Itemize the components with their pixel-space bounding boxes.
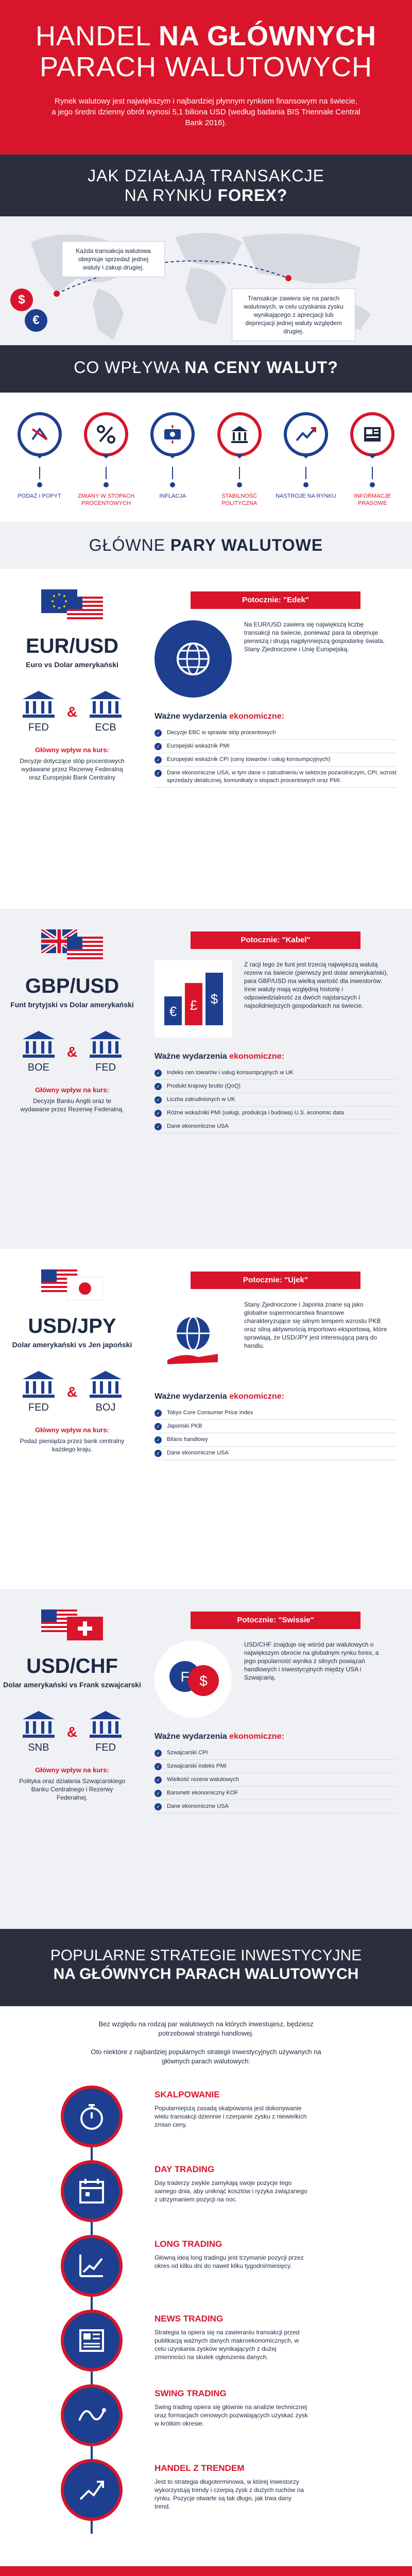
- globe-hand-icon: [162, 1311, 224, 1367]
- check-icon: ✓: [154, 770, 162, 777]
- stopwatch-icon: [76, 2101, 107, 2132]
- list-item: ✓ Szwajcarski indeks PMI: [154, 1760, 397, 1773]
- events-title: Ważne wydarzenia ekonomiczne:: [154, 1392, 284, 1401]
- major-pairs-header: [0, 521, 412, 569]
- check-icon: ✓: [154, 1450, 162, 1457]
- central-bank: BOE: [16, 1030, 61, 1074]
- factor-market-sentiment: [276, 412, 336, 521]
- euro-icon: €: [25, 309, 47, 332]
- central-banks: FED & BOJ: [0, 1370, 144, 1414]
- strategy-item: [0, 2158, 412, 2225]
- central-bank: BOJ: [83, 1370, 128, 1414]
- inflation-icon: [161, 423, 184, 446]
- strategy-text: Popularniejszą zasadą skalpowania jest dokonywanie wielu transakcji dziennie i czerpanie zysku z niewielkich zmian ceny.: [154, 2105, 307, 2128]
- pair-nickname: Potocznie: "Swissie": [191, 1612, 360, 1629]
- list-item: ✓ Dane ekonomiczne USA: [154, 1447, 397, 1460]
- pair-description: Na EUR/USD zawiera się największą liczbę transakcji na świecie, ponieważ para ta obejmuje pierwszą i drugą najpłynniejszą gospodarkę świata, Stany Zjednoczone i Unię Europejską.: [244, 621, 385, 653]
- svg-text:£: £: [190, 997, 198, 1013]
- list-item: ✓ Szwajcarski CPI: [154, 1747, 397, 1760]
- factor-label: INFORMACJE PRASOWE: [354, 493, 391, 506]
- pair-subtitle: Euro vs Dolar amerykański: [26, 660, 118, 669]
- check-icon: ✓: [154, 1763, 162, 1770]
- pair-subtitle: Funt brytyjski vs Dolar amerykański: [10, 1001, 134, 1009]
- list-item: ✓ Bilans handlowy: [154, 1433, 397, 1447]
- list-item: ✓ Liczba zatrudnionych w UK: [154, 1093, 397, 1107]
- drivers-text: Decyzje Banku Anglii oraz te wydawane przez Rezerwę Federalną.: [20, 1097, 124, 1113]
- strategy-text: Główną ideą long tradingu jest trzymanie pozycji przez okres od kilku dni do nawet kilku tygodni/miesięcy.: [154, 2254, 304, 2269]
- svg-text:€: €: [169, 1004, 177, 1019]
- check-icon: ✓: [154, 1110, 162, 1117]
- factor-press-info: [342, 412, 403, 521]
- strategy-text: Strategia ta opiera się na zawieraniu transakcji przed publikacją ważnych danych makroekonomicznych, w celu uzyskania zysków wynikających z dużej zmienności na skutek ogłoszenia danych.: [154, 2329, 300, 2361]
- strategies-section: [0, 2006, 412, 2566]
- central-bank: FED: [83, 1710, 128, 1754]
- strategy-title: NEWS TRADING: [154, 2314, 224, 2324]
- check-icon: ✓: [154, 743, 162, 750]
- dollar-icon: $: [10, 289, 33, 311]
- strategy-title: HANDEL Z TRENDEM: [154, 2463, 245, 2473]
- events-list: [154, 726, 397, 788]
- strategy-item: [0, 2457, 412, 2524]
- drivers-text: Decyzje dotyczące stóp procentowych wydawane przez Rezerwę Federalną oraz Europejski Bank Centralny: [20, 757, 125, 781]
- check-icon: ✓: [154, 1123, 162, 1130]
- strategy-title: SKALPOWANIE: [154, 2090, 220, 2099]
- list-item: ✓ Dane ekonomiczne USA, w tym dane o zatrudnieniu w sektorze pozarolniczym, CPI, wzrost sprzedaży detalicznej, komunikaty o stopach procentowych oraz PMI.: [154, 767, 397, 788]
- newspaper-icon: [361, 423, 384, 446]
- central-banks: SNB & FED: [0, 1710, 144, 1754]
- major-pairs-title: GŁÓWNE PARY WALUTOWE: [89, 536, 323, 554]
- pair-subtitle: Dolar amerykański vs Jen japoński: [12, 1341, 132, 1349]
- pair-flags: [31, 1609, 113, 1640]
- bank-building-icon: [88, 1030, 124, 1059]
- bank-building-icon: [21, 690, 57, 719]
- factor-political-stability: [209, 412, 270, 521]
- central-bank: FED: [83, 1030, 128, 1074]
- central-banks: BOE & FED: [0, 1030, 144, 1074]
- factors-title: CO WPŁYWA NA CENY WALUT?: [74, 358, 338, 377]
- factors-header: [0, 345, 412, 393]
- central-bank: ECB: [83, 690, 128, 734]
- pair-nickname: Potocznie: "Kabel": [191, 931, 360, 949]
- supply-demand-icon: [28, 423, 51, 446]
- events-title: Ważne wydarzenia ekonomiczne:: [154, 712, 284, 721]
- strategies-intro: Bez względu na rodzaj par walutowych na których inwestujesz, będziesz potrzebował strategii handlowej.: [98, 2020, 314, 2037]
- percent-icon: [95, 423, 117, 446]
- how-forex-header: [0, 155, 412, 216]
- drivers-text: Polityka oraz działania Szwajcarskiego Banku Centralnego i Rezerwy Federalnej.: [19, 1777, 126, 1801]
- factor-supply-demand: [9, 412, 70, 521]
- drivers-title: Główny wpływ na kurs:: [35, 1086, 109, 1094]
- check-icon: ✓: [154, 1410, 162, 1417]
- factor-label: PODAŻ I POPYT: [18, 493, 61, 499]
- check-icon: ✓: [154, 756, 162, 764]
- callout-pairs: Transakcje zawiera się na parach walutowych, w celu uzyskania zysku wynikającego z aprecjacji lub deprecjacji jednej waluty względem drugiej.: [232, 289, 355, 341]
- events-title: Ważne wydarzenia ekonomiczne:: [154, 1052, 284, 1061]
- us-flag-icon: [67, 597, 103, 620]
- svg-text:$: $: [210, 991, 218, 1007]
- sentiment-icon: [295, 423, 317, 446]
- list-item: ✓ Barometr ekonomiczny KOF: [154, 1787, 397, 1800]
- factor-label: NASTROJE NA RYNKU: [276, 493, 336, 499]
- swing-icon: [76, 2400, 107, 2431]
- list-item: ✓ Różne wskaźniki PMI (usługi, produkcja i budowa) U.S. economic data: [154, 1107, 397, 1120]
- check-icon: ✓: [154, 1790, 162, 1797]
- pair-symbol: USD/CHF: [26, 1655, 118, 1677]
- factor-label: INFLACJA: [159, 493, 186, 499]
- central-bank: SNB: [16, 1710, 61, 1754]
- central-banks: FED & ECB: [0, 690, 144, 734]
- pair-description: Z racji tego że funt jest trzecią największą walutą rezerw na świecie (pierwszy jest dolar amerykański), para GBP/USD ma wielką wartość dla inwestorów. Inne waluty mają względną historię i odpowiedzialność za dwóch najstarszych i najsolidniejszych gospodarkach na świecie.: [244, 961, 388, 1009]
- how-forex-title: JAK DZIAŁAJĄ TRANSAKCJE NA RYNKU FOREX?: [88, 166, 324, 205]
- bank-building-icon: [21, 1370, 57, 1399]
- list-item: ✓ Europejski wskaźnik CPI (ceny towarów i usług konsumpcyjnych): [154, 753, 397, 767]
- strategy-item: [0, 2083, 412, 2150]
- check-icon: ✓: [154, 730, 162, 737]
- pair-usdjpy: [0, 1249, 412, 1589]
- bank-building-icon: [88, 1710, 124, 1739]
- drivers-title: Główny wpływ na kurs:: [35, 1426, 109, 1434]
- factors-list: [0, 393, 412, 521]
- globe-currency-icon: [173, 638, 214, 680]
- currency-blocks-icon: [162, 971, 224, 1027]
- list-item: ✓ Europejski wskaźnik PMI: [154, 740, 397, 753]
- events-list: [154, 1747, 397, 1814]
- drivers-text: Podaż pieniądza przez bank centralny każdego kraju.: [20, 1437, 125, 1453]
- pair-symbol: EUR/USD: [25, 635, 119, 657]
- drivers-title: Główny wpływ na kurs:: [35, 746, 109, 754]
- pair-description: Stany Zjednoczone i Japonia znane są jako globalne supermocarstwa finansowe charakteryzujące się silnym tempem wzrostu PKB oraz silną aktywnością importowo-eksportową, które sprawiają, że USD/JPY jest interesującą parą do handlu.: [244, 1301, 387, 1349]
- japan-flag-icon: [67, 1277, 103, 1300]
- check-icon: ✓: [154, 1803, 162, 1810]
- list-item: ✓ Dane ekonomiczne USA: [154, 1800, 397, 1814]
- swiss-flag-icon: [67, 1617, 103, 1640]
- check-icon: ✓: [154, 1083, 162, 1090]
- central-bank: FED: [16, 1370, 61, 1414]
- strategy-item: [0, 2308, 412, 2375]
- pair-nickname: Potocznie: "Ujek": [191, 1272, 360, 1289]
- strategy-text: Swing trading opiera się głównie na analizie technicznej oraz formacjach cenowych pozwalających uzyskać zysk w krótkim okresie.: [154, 2403, 308, 2427]
- chart-up-icon: [76, 2250, 107, 2281]
- strategy-text: Day traderzy zwykle zamykają swoje pozycje tego samego dnia, aby uniknąć kosztów i ryzyka związanego z utrzymaniem pozycji na noc.: [154, 2179, 307, 2203]
- pair-description: USD/CHF znajduje się wśród par walutowych o największym obrocie na globalnym rynku forex, a jego popularność wynika z silnych powiązań handlowych i inwestycyjnych między USA i Szwajcarią.: [244, 1641, 379, 1681]
- page-title: HANDEL NA GŁÓWNYCH PARACH WALUTOWYCH: [35, 21, 377, 82]
- currency-exchange-icon: [162, 1651, 224, 1707]
- us-flag-icon: [67, 937, 103, 960]
- forex-transaction-panel: [0, 216, 412, 345]
- list-item: ✓ Japoński PKB: [154, 1420, 397, 1433]
- list-item: ✓ Indeks cen towarów i usług konsumpcyjnych w UK: [154, 1066, 397, 1080]
- strategies-intro-2: Oto niektóre z najbardziej popularnych strategii inwestycyjnych używanych na głównych parach walutowych:: [91, 2048, 321, 2065]
- events-list: [154, 1066, 397, 1133]
- check-icon: ✓: [154, 1750, 162, 1757]
- pair-subtitle: Dolar amerykański vs Frank szwajcarski: [3, 1681, 141, 1689]
- strategy-title: DAY TRADING: [154, 2164, 215, 2174]
- bank-building-icon: [88, 1370, 124, 1399]
- hero-intro: Rynek walutowy jest największym i najbardziej płynnym rynkiem finansowym na świecie, a jego średni dzienny obrót wynosi 5,1 biliona USD (według badania BIS Triennale Central Bank 2016).: [52, 97, 360, 127]
- strategy-item: [0, 2233, 412, 2300]
- pair-flags: [31, 589, 113, 620]
- events-list: [154, 1406, 397, 1460]
- hero-section: [0, 0, 412, 155]
- strategy-item: [0, 2382, 412, 2449]
- factor-label: STABILNOŚĆ POLITYCZNA: [221, 493, 258, 506]
- strategy-title: SWING TRADING: [154, 2388, 227, 2398]
- pair-nickname: Potocznie: "Edek": [191, 591, 360, 609]
- callout-buy-sell: Każda transakcja walutowa obejmuje sprzedaż jednej waluty i zakup drugiej.: [62, 241, 165, 277]
- bank-building-icon: [21, 1710, 57, 1739]
- pair-symbol: USD/JPY: [28, 1315, 116, 1337]
- drivers-title: Główny wpływ na kurs:: [35, 1766, 109, 1774]
- bank-building-icon: [21, 1030, 57, 1059]
- svg-text:$: $: [199, 1673, 208, 1689]
- events-title: Ważne wydarzenia ekonomiczne:: [154, 1732, 284, 1741]
- cta-section[interactable]: [0, 2566, 412, 2576]
- list-item: ✓ Decyzje EBC w sprawie stóp procentowych: [154, 726, 397, 740]
- check-icon: ✓: [154, 1070, 162, 1077]
- calendar-icon: [76, 2176, 107, 2207]
- pair-flags: [31, 1269, 113, 1300]
- pair-gbpusd: [0, 909, 412, 1249]
- pair-symbol: GBP/USD: [25, 975, 119, 997]
- strategies-title: POPULARNE STRATEGIE INWESTYCYJNE NA GŁÓWNYCH PARACH WALUTOWYCH: [50, 1947, 362, 1982]
- strategy-text: Jest to strategia długoterminowa, w której inwestorzy wykorzystują trendy i czerpią zysk z dużych ruchów na rynku. Pozycje otwarte są tak długo, jak trwa dany trend.: [154, 2478, 304, 2510]
- factor-inflation: [142, 412, 203, 521]
- factor-interest-rates: [76, 412, 136, 521]
- list-item: ✓ Wielkość rezerw walutowych: [154, 1773, 397, 1787]
- check-icon: ✓: [154, 1776, 162, 1784]
- check-icon: ✓: [154, 1436, 162, 1444]
- trend-icon: [76, 2475, 107, 2505]
- pair-eurusd: [0, 569, 412, 909]
- news-icon: [76, 2325, 107, 2356]
- strategies-header: [0, 1929, 412, 2006]
- politics-icon: [228, 423, 251, 446]
- check-icon: ✓: [154, 1096, 162, 1104]
- factor-label: ZMIANY W STOPACH PROCENTOWYCH: [77, 493, 134, 506]
- central-bank: FED: [16, 690, 61, 734]
- list-item: ✓ Tokyo Core Consumer Price Index: [154, 1406, 397, 1420]
- bank-building-icon: [88, 690, 124, 719]
- pair-usdchf: [0, 1589, 412, 1929]
- list-item: ✓ Produkt krajowy brutto (QoQ): [154, 1080, 397, 1093]
- check-icon: ✓: [154, 1423, 162, 1430]
- svg-text:F: F: [180, 1669, 190, 1685]
- pair-flags: [31, 929, 113, 960]
- strategy-title: LONG TRADING: [154, 2239, 222, 2249]
- list-item: ✓ Dane ekonomiczne USA: [154, 1120, 397, 1133]
